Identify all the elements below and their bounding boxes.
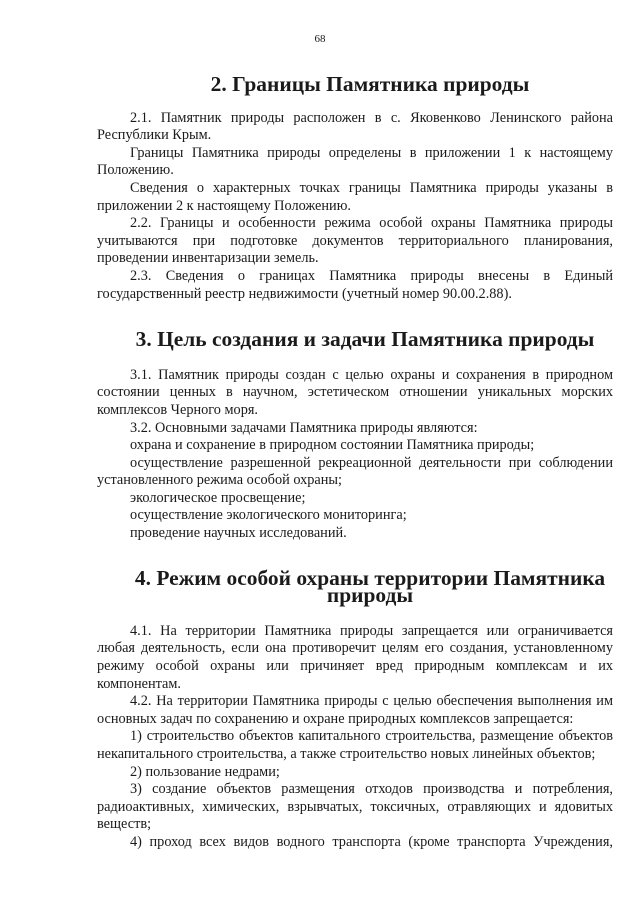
section-2-paragraph: Сведения о характерных точках границы Памятника природы указаны в приложении 2 к настоящему Положению. bbox=[97, 179, 613, 214]
section-3-list-item: осуществление экологического мониторинга; bbox=[130, 507, 407, 524]
section-4-list-item: 3) создание объектов размещения отходов производства и потребления, радиоактивных, химических, взрывчатых, токсичных, отравляющих и ядовитых веществ; bbox=[97, 781, 613, 833]
section-4-list-item: 1) строительство объектов капитального строительства, размещение объектов некапитального строительства, а также строительство новых линейных объектов; bbox=[97, 728, 613, 762]
section-2-paragraph: 2.1. Памятник природы расположен в с. Яковенково Ленинского района Республики Крым. bbox=[97, 109, 613, 144]
section-2-title: 2. Границы Памятника природы bbox=[210, 72, 530, 96]
section-3-paragraph: 3.2. Основными задачами Памятника природы являются: bbox=[130, 419, 478, 436]
section-2-paragraph: 2.3. Сведения о границах Памятника природы внесены в Единый государственный реестр недвижимости (учетный номер 90.00.2.88). bbox=[97, 267, 613, 302]
section-3-list-item: осуществление разрешенной рекреационной деятельности при соблюдении установленного режима особой охраны; bbox=[97, 454, 613, 489]
section-3-paragraph: 3.1. Памятник природы создан с целью охраны и сохранения в природном состоянии ценных в научном, эстетическом отношении уникальных морских комплексов Черного моря. bbox=[97, 366, 613, 418]
section-4-paragraph: 4.1. На территории Памятника природы запрещается или ограничивается любая деятельность, если она противоречит целям его создания, установленному режиму особой охраны или причиняет вред природным комплексам и их компонентам. bbox=[97, 622, 613, 692]
page-number: 68 bbox=[314, 33, 326, 45]
section-3-list-item: охрана и сохранение в природном состоянии Памятника природы; bbox=[130, 437, 535, 454]
section-4-list-item: 4) проход всех видов водного транспорта (кроме транспорта Учреждения, bbox=[130, 833, 613, 850]
section-4-list-item: 2) пользование недрами; bbox=[130, 763, 280, 780]
document-body bbox=[97, 72, 613, 852]
section-3-list-item: экологическое просвещение; bbox=[130, 489, 306, 506]
section-2-paragraph: 2.2. Границы и особенности режима особой охраны Памятника природы учитываются при подготовке документов территориального планирования, проведении инвентаризации земель. bbox=[97, 215, 613, 267]
section-4-title: 4. Режим особой охраны территории Памятника природы bbox=[134, 565, 606, 608]
section-3-list-item: проведение научных исследований. bbox=[130, 525, 347, 542]
section-3-title: 3. Цель создания и задачи Памятника природы bbox=[135, 327, 595, 352]
section-4-paragraph: 4.2. На территории Памятника природы с целью обеспечения выполнения им основных задач по сохранению и охране природных комплексов запрещается: bbox=[97, 693, 613, 727]
section-2-paragraph: Границы Памятника природы определены в приложении 1 к настоящему Положению. bbox=[97, 144, 613, 179]
